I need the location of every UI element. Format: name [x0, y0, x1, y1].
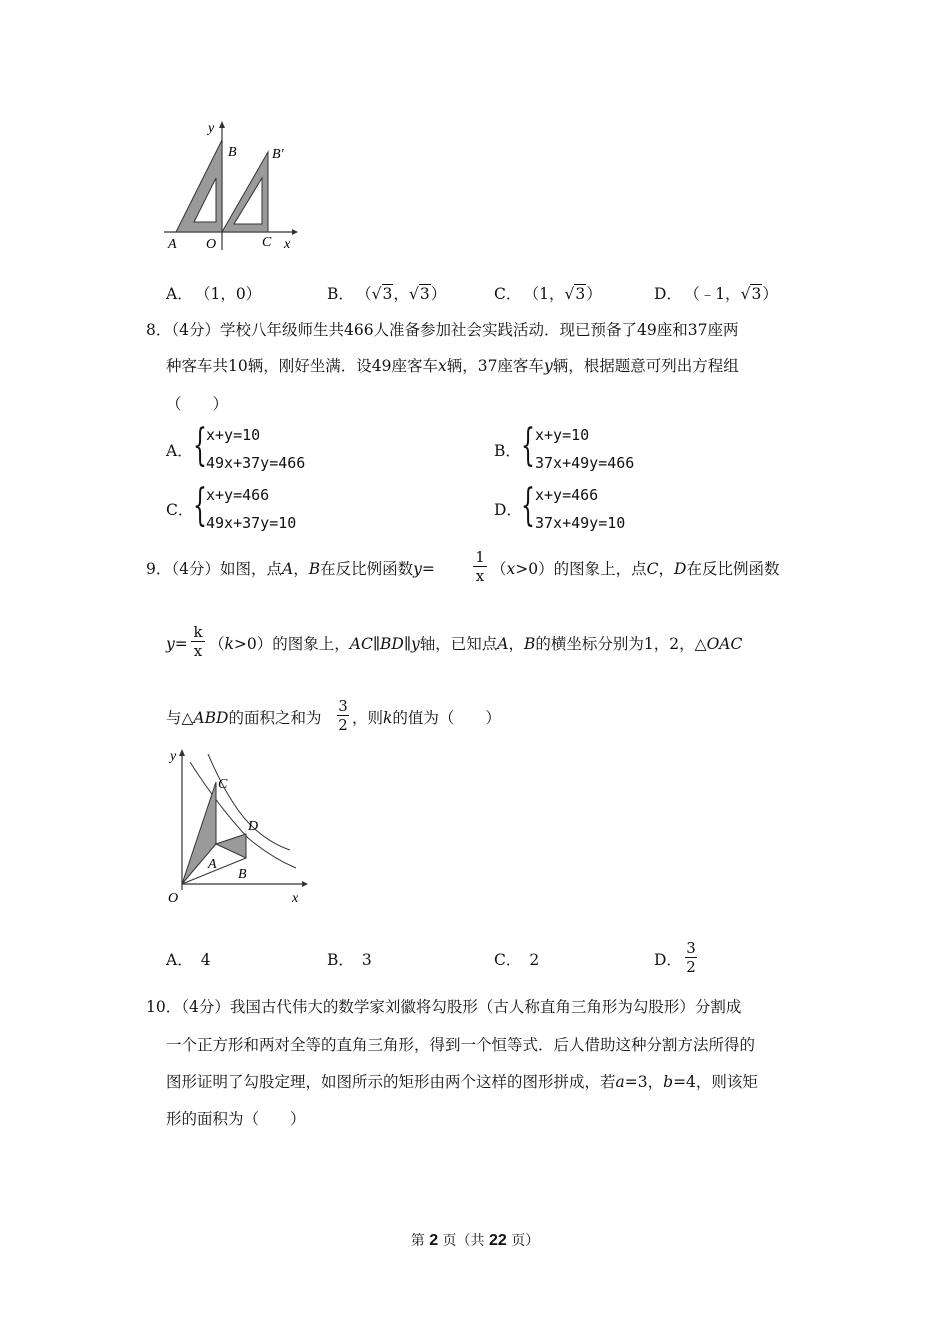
q9-line-3-head	[166, 708, 321, 728]
q9-p1-c: 在反比例函数	[686, 560, 780, 578]
q9-option-c	[494, 950, 539, 970]
q9-option-b	[327, 950, 372, 970]
q9-ac: AC	[349, 635, 373, 653]
q9-option-a-label: A．	[166, 951, 193, 969]
q9-line-1-tail	[491, 559, 779, 579]
q9-comma-3: ，	[508, 635, 525, 653]
q10-var-b: b	[663, 1073, 674, 1091]
q7-option-b-comma: ，	[393, 285, 409, 303]
q8-var-y: y	[543, 357, 553, 375]
fig9-label-c: C	[218, 777, 228, 792]
q7-option-c-close: ）	[586, 285, 602, 303]
q9-option-d-den: 2	[686, 958, 696, 976]
q9-point-b: B	[308, 560, 321, 578]
q8-line-2-c: 辆，根据题意可列出方程组	[552, 357, 739, 375]
q9-func-y-2: y	[166, 635, 175, 653]
footer-post: 页）	[511, 1233, 540, 1249]
q7-option-a-label: A．	[166, 285, 193, 303]
q8-line-1: 8．（4分）学校八年级师生共466人准备参加社会实践活动．现已预备了49座和37座两	[146, 321, 739, 339]
q9-line-3-tail	[352, 708, 501, 728]
q9-par: ∥	[372, 635, 381, 653]
q9-option-d-num: 3	[686, 939, 696, 957]
fig9-label-o: O	[168, 891, 179, 906]
footer-page-number: 2	[429, 1232, 439, 1249]
q8-option-b-eq-1: x+y=10	[535, 426, 590, 444]
q9-figure	[160, 744, 320, 910]
q7-option-d	[654, 284, 778, 304]
q10-line-3-a: 图形证明了勾股定理，如图所示的矩形由两个这样的图形拼成，若	[166, 1073, 616, 1091]
q9-option-b-label: B．	[327, 951, 354, 969]
q9-point-c: C	[646, 560, 659, 578]
q9-eq: =	[421, 560, 435, 578]
q8-line-3: （ ）	[166, 395, 229, 413]
q9-p1-b: 在反比例函数	[320, 560, 414, 578]
q9-option-b-value: 3	[361, 951, 372, 969]
left-brace-icon: {	[193, 420, 207, 471]
q9-eq-2: =	[174, 635, 188, 653]
q9-option-a-value: 4	[200, 951, 211, 969]
footer-pre: 第	[410, 1233, 425, 1249]
fig7-label-y: y	[208, 121, 215, 136]
q10-line-3-c: =4，则该矩	[673, 1073, 758, 1091]
q7-option-d-label: D．	[654, 285, 682, 303]
q9-option-d-label: D．	[654, 951, 682, 969]
q10-var-a: a	[615, 1073, 625, 1091]
q7-option-b-close: ）	[430, 285, 447, 303]
q9-p3-a: 与△	[166, 709, 194, 727]
q9-option-a	[166, 950, 211, 970]
q9-cond-x: x	[506, 560, 516, 578]
q9-fraction-k-over-x	[191, 624, 205, 659]
q9-abd: ABD	[193, 709, 229, 727]
page-footer	[0, 1230, 950, 1250]
q9-option-c-value: 2	[529, 951, 540, 969]
fig7-label-b: B	[228, 145, 237, 160]
fig7-label-x: x	[284, 237, 291, 252]
q9-f2-num: k	[193, 623, 203, 641]
fig7-label-b-prime: B′	[272, 147, 284, 162]
q9-cond-rest: >0）的图象上，点	[515, 560, 647, 578]
q10-line-3-b: =3，	[624, 1073, 664, 1091]
q9-comma-2: ，	[658, 560, 675, 578]
q9-line-1	[146, 559, 435, 579]
q9-f3-den: 2	[338, 716, 348, 734]
q8-option-b-eq-2: 37x+49y=466	[535, 454, 635, 472]
q9-fraction-3-over-2	[337, 698, 349, 733]
q8-option-c-label: C．	[166, 501, 194, 519]
q9-p2-d: 的横坐标分别为1，2，△	[535, 635, 707, 653]
q8-option-b-label: B．	[494, 442, 521, 460]
q9-option-d-fraction	[685, 940, 697, 975]
q7-option-c-label: C．	[494, 285, 522, 303]
q8-option-d-label: D．	[494, 501, 522, 519]
q7-option-b-open: （	[363, 285, 372, 303]
q9-option-c-label: C．	[494, 951, 522, 969]
q9-p2-c: 轴，已知点	[419, 635, 498, 653]
fig7-label-o: O	[206, 237, 217, 252]
q8-option-d-eq-1: x+y=466	[535, 486, 599, 504]
sqrt-icon: √3	[564, 285, 586, 303]
left-brace-icon: {	[193, 480, 207, 531]
q9-f3-num: 3	[338, 697, 348, 715]
q9-f1-den: x	[475, 567, 485, 585]
q9-par-2: ∥	[403, 635, 412, 653]
q9-oac: OAC	[706, 635, 743, 653]
q8-option-d-eq-2: 37x+49y=10	[535, 514, 626, 532]
q8-line-2	[166, 356, 739, 376]
q10-line-4: 形的面积为（ ）	[166, 1110, 306, 1128]
q7-option-b-radicand-2: 3	[419, 285, 430, 303]
q7-figure	[160, 118, 300, 258]
q9-f1-num: 1	[475, 548, 485, 566]
q7-option-a	[166, 284, 261, 304]
q9-p3-d: 的值为（ ）	[392, 709, 501, 727]
q9-bd: BD	[380, 635, 404, 653]
fig7-label-a: A	[168, 237, 177, 252]
q9-cond2-k: k	[224, 635, 234, 653]
fig9-label-y: y	[170, 749, 177, 764]
fig9-label-d: D	[248, 819, 259, 834]
q7-option-a-value: （1，0）	[202, 285, 262, 303]
q9-point-a: A	[281, 560, 294, 578]
q9-cond2-open: （	[209, 635, 225, 653]
q7-option-d-open: （﹣1，	[691, 285, 741, 303]
q7-option-d-close: ）	[762, 285, 778, 303]
q7-option-d-radicand: 3	[751, 285, 762, 303]
q7-option-b-label: B．	[327, 285, 354, 303]
q8-option-a-eq-1: x+y=10	[206, 426, 261, 444]
q9-cond-open: （	[491, 560, 507, 578]
q9-p2-y: y	[411, 635, 420, 653]
q9-p3-c: ，则	[352, 709, 384, 727]
q8-option-a-eq-2: 49x+37y=466	[206, 454, 306, 472]
footer-mid: 页（共	[442, 1233, 485, 1249]
q10-line-1: 10．（4分）我国古代伟大的数学家刘徽将勾股形（古人称直角三角形为勾股形）分割成	[146, 998, 742, 1016]
left-brace-icon: {	[521, 480, 535, 531]
left-brace-icon: {	[521, 420, 535, 471]
fig9-label-b: B	[238, 867, 247, 882]
q9-p3-k: k	[383, 709, 393, 727]
fig7-label-c: C	[262, 235, 272, 250]
q9-fraction-1-over-x	[473, 549, 487, 584]
footer-total-pages: 22	[489, 1232, 507, 1249]
sqrt-icon: √3	[408, 285, 430, 303]
q9-point-a-2: A	[497, 635, 509, 653]
q9-point-b-2: B	[524, 635, 536, 653]
fig9-label-x: x	[292, 891, 299, 906]
q9-point-d: D	[674, 560, 687, 578]
q8-line-2-a: 种客车共10辆，刚好坐满．设49座客车	[166, 357, 438, 375]
q9-f2-den: x	[193, 642, 203, 660]
q9-comma: ，	[293, 560, 309, 578]
q8-option-c-eq-1: x+y=466	[206, 486, 270, 504]
q9-line-2-head	[166, 634, 188, 654]
sqrt-icon: √3	[740, 285, 762, 303]
q7-option-b-radicand-1: 3	[382, 285, 393, 303]
q9-p1-a: 9．（4分）如图，点	[146, 560, 282, 578]
q9-line-2-tail	[209, 634, 742, 654]
q9-p2-b: >0）的图象上，	[233, 635, 350, 653]
q8-option-a-label: A．	[166, 442, 193, 460]
q8-line-2-b: 辆，37座客车	[446, 357, 544, 375]
q7-option-c-open: （1，	[531, 285, 565, 303]
q7-option-c	[494, 284, 602, 304]
q9-p3-b: 的面积之和为	[228, 709, 322, 727]
q10-line-2: 一个正方形和两对全等的直角三角形，得到一个恒等式．后人借助这种分割方法所得的	[166, 1036, 756, 1054]
fig9-label-a: A	[208, 857, 217, 872]
q8-var-x: x	[437, 357, 447, 375]
q7-option-c-radicand: 3	[575, 285, 586, 303]
q7-option-b	[327, 284, 446, 304]
sqrt-icon: √3	[371, 285, 393, 303]
q8-option-c-eq-2: 49x+37y=10	[206, 514, 297, 532]
q10-line-3	[166, 1072, 758, 1092]
q9-func-y: y	[413, 560, 422, 578]
